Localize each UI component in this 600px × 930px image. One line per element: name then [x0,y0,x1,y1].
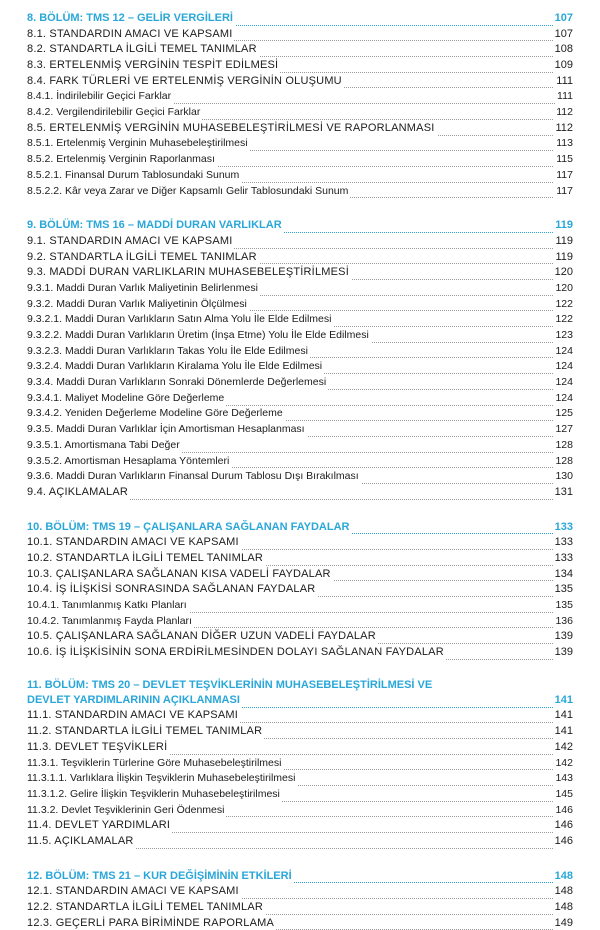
toc-entry[interactable] [27,88,573,104]
toc-entry[interactable] [27,628,573,644]
toc-entry[interactable] [27,566,573,582]
toc-entry[interactable] [27,280,573,296]
toc-entry[interactable] [27,550,573,566]
toc-entry[interactable] [27,327,573,343]
toc-entry-page-number: 125 [555,407,573,420]
toc-entry[interactable] [27,883,573,899]
toc-entry[interactable] [27,581,573,597]
toc-entry-page-number: 107 [554,27,573,40]
toc-entry-title: 8.5. ERTELENMİŞ VERGİNİN MUHASEBELEŞTİRİLMESİ VE RAPORLANMASI [27,121,435,134]
toc-entry-page-number: 145 [555,787,573,800]
toc-entry-page-number: 122 [555,313,573,326]
toc-entry-page-number: 123 [555,329,573,342]
toc-entry-page-number: 124 [555,360,573,373]
toc-entry-page-number: 131 [554,485,573,498]
toc-section [27,519,573,660]
toc-entry-title: 9.3.2.2. Maddi Duran Varlıkların Üretim (İnşa Etme) Yolu İle Elde Edilmesi [27,329,369,342]
toc-entry-page-number: 120 [554,266,573,279]
toc-entry[interactable] [27,915,573,930]
chapter-heading[interactable] [27,519,573,535]
toc-entry-page-number: 143 [555,772,573,785]
toc-entry[interactable] [27,739,573,755]
toc-entry[interactable] [27,374,573,390]
toc-entry-page-number: 111 [557,90,573,103]
toc-entry-page-number: 134 [554,567,573,580]
toc-entry-title: 9.3.2. Maddi Duran Varlık Maliyetinin Ölçülmesi [27,297,247,310]
toc-entry-title: 11.2. STANDARTLA İLGİLİ TEMEL TANIMLAR [27,725,263,738]
toc-entry-page-number: 112 [555,121,573,134]
toc-entry[interactable] [27,167,573,183]
toc-entry-page-number: 141 [554,725,573,738]
toc-entry-title: 9.2. STANDARTLA İLGİLİ TEMEL TANIMLAR [27,250,257,263]
toc-entry[interactable] [27,613,573,629]
toc-entry[interactable] [27,136,573,152]
toc-entry-page-number: 113 [556,137,573,150]
toc-entry-page-number: 133 [554,551,573,564]
toc-entry-title: 9.3.4. Maddi Duran Varlıkların Sonraki Dönemlerde Değerlemesi [27,376,327,389]
toc-entry-title: 12.3. GEÇERLİ PARA BİRİMİNDE RAPORLAMA [27,916,275,929]
toc-entry-page-number: 124 [555,344,573,357]
toc-entry-page-number: 111 [556,74,573,87]
toc-entry-title: 9.3.2.3. Maddi Duran Varlıkların Takas Yolu İle Elde Edilmesi [27,344,308,357]
toc-entry-page-number: 124 [555,376,573,389]
toc-entry[interactable] [27,264,573,280]
toc-entry-title: 8.4. FARK TÜRLERİ VE ERTELENMİŞ VERGİNİN OLUŞUMU [27,74,342,87]
toc-entry[interactable] [27,833,573,849]
toc-entry-title: 10.1. STANDARDIN AMACI VE KAPSAMI [27,536,239,549]
toc-entry-title: 9.1. STANDARDIN AMACI VE KAPSAMI [27,234,233,247]
toc-entry-title: 10.2. STANDARTLA İLGİLİ TEMEL TANIMLAR [27,551,264,564]
toc-entry[interactable] [27,57,573,73]
toc-entry-title: 10.3. ÇALIŞANLARA SAĞLANAN KISA VADELİ FAYDALAR [27,567,331,580]
toc-entry-title: 10.4. İŞ İLİŞKİSİ SONRASINDA SAĞLANAN FAYDALAR [27,583,316,596]
toc-entry-page-number: 115 [556,153,573,166]
toc-entry[interactable] [27,786,573,802]
chapter-heading-page-number: 133 [554,520,573,533]
chapter-heading-page-number: 119 [555,219,573,232]
toc-entry-title: 9.4. AÇIKLAMALAR [27,485,129,498]
toc-entry[interactable] [27,120,573,136]
toc-entry-page-number: 120 [555,281,573,294]
toc-section [27,868,573,930]
toc-entry[interactable] [27,233,573,249]
toc-entry-title: 11.4. DEVLET YARDIMLARI [27,819,171,832]
toc-entry-page-number: 139 [554,630,573,643]
toc-entry-title: 8.3. ERTELENMİŞ VERGİNİN TESPİT EDİLMESİ [27,59,279,72]
toc-entry-title: 9.3.2.4. Maddi Duran Varlıkların Kiralama Yolu İle Elde Edilmesi [27,360,323,373]
toc-entry[interactable] [27,817,573,833]
toc-entry-page-number: 142 [554,740,573,753]
toc-entry-title: 9.3.5. Maddi Duran Varlıklar İçin Amortisman Hesaplanması [27,423,305,436]
toc-entry-page-number: 148 [554,901,573,914]
toc-entry[interactable] [27,183,573,199]
toc-section [27,217,573,499]
toc-entry-page-number: 119 [555,250,573,263]
toc-entry[interactable] [27,406,573,422]
toc-entry-page-number: 130 [555,470,573,483]
toc-entry-page-number: 135 [554,583,573,596]
chapter-heading[interactable] [27,868,573,884]
toc-entry-title: 8.1. STANDARDIN AMACI VE KAPSAMI [27,27,233,40]
toc-entry-title: 9.3.5.2. Amortisman Hesaplama Yöntemleri [27,454,230,467]
toc-entry-title: 11.3.1.1. Varlıklara İlişkin Teşviklerin Muhasebeleştirilmesi [27,772,296,785]
toc-entry-page-number: 139 [554,646,573,659]
toc-entry[interactable] [27,26,573,42]
toc-entry-page-number: 141 [554,709,573,722]
chapter-heading-title: 8. BÖLÜM: TMS 12 – GELİR VERGİLERİ [27,11,233,24]
toc-entry-page-number: 109 [554,59,573,72]
toc-entry[interactable] [27,708,573,724]
toc-entry-title: 11.3. DEVLET TEŞVİKLERİ [27,740,168,753]
toc-entry-title: 11.3.1.2. Gelire İlişkin Teşviklerin Muhasebeleştirilmesi [27,787,280,800]
toc-entry[interactable] [27,802,573,818]
toc-section [27,679,573,849]
toc-entry-title: 8.2. STANDARTLA İLGİLİ TEMEL TANIMLAR [27,43,257,56]
toc-entry-title: 9.3.2.1. Maddi Duran Varlıkların Satın Alma Yolu İle Elde Edilmesi [27,313,332,326]
toc-entry-title: 10.4.2. Tanımlanmış Fayda Planları [27,614,192,627]
toc-entry[interactable] [27,644,573,660]
toc-entry[interactable] [27,296,573,312]
toc-entry-title: 9.3.4.2. Yeniden Değerleme Modeline Göre Değerleme [27,407,283,420]
toc-entry[interactable] [27,73,573,89]
toc-entry-page-number: 117 [556,168,573,181]
chapter-heading-page-number: 141 [554,693,573,706]
toc-entry-page-number: 135 [555,599,573,612]
chapter-heading-title: DEVLET YARDIMLARININ AÇIKLANMASI [27,693,240,706]
toc-entry-title: 10.4.1. Tanımlanmış Katkı Planları [27,599,187,612]
toc-entry-page-number: 117 [556,184,573,197]
toc-entry-title: 8.5.2.2. Kâr veya Zarar ve Diğer Kapsamlı Gelir Tablosundaki Sunum [27,184,349,197]
toc-entry[interactable] [27,484,573,500]
toc-entry-page-number: 128 [555,454,573,467]
toc-entry-page-number: 127 [555,423,573,436]
chapter-heading-title: 12. BÖLÜM: TMS 21 – KUR DEĞİŞİMİNİN ETKİLERİ [27,869,292,882]
toc-entry-title: 9.3.1. Maddi Duran Varlık Maliyetinin Belirlenmesi [27,281,258,294]
toc-entry-title: 11.3.2. Devlet Teşviklerinin Geri Ödenmesi [27,803,225,816]
toc-entry-title: 9.3.4.1. Maliyet Modeline Göre Değerleme [27,391,225,404]
toc-entry[interactable] [27,723,573,739]
toc-entry[interactable] [27,151,573,167]
toc-entry[interactable] [27,468,573,484]
toc-entry-page-number: 122 [555,297,573,310]
chapter-heading-title: 9. BÖLÜM: TMS 16 – MADDİ DURAN VARLIKLAR [27,219,282,232]
chapter-heading-page-number: 107 [554,11,573,24]
toc-entry-title: 11.5. AÇIKLAMALAR [27,834,134,847]
toc-entry[interactable] [27,534,573,550]
toc-entry-page-number: 146 [554,834,573,847]
toc-entry[interactable] [27,421,573,437]
toc-entry[interactable] [27,453,573,469]
toc-entry-page-number: 112 [556,106,573,119]
toc-entry-page-number: 146 [554,819,573,832]
toc-entry-title: 11.3.1. Teşviklerin Türlerine Göre Muhasebeleştirilmesi [27,756,282,769]
toc-entry[interactable] [27,597,573,613]
toc-entry-title: 8.5.2. Ertelenmiş Verginin Raporlanması [27,153,215,166]
toc-entry-title: 10.5. ÇALIŞANLARA SAĞLANAN DİĞER UZUN VADELİ FAYDALAR [27,630,376,643]
chapter-heading-page-number: 148 [554,869,573,882]
toc-entry-page-number: 124 [555,391,573,404]
toc-entry-page-number: 133 [554,536,573,549]
toc-entry[interactable] [27,755,573,771]
toc-entry[interactable] [27,41,573,57]
toc-entry-title: 9.3. MADDİ DURAN VARLIKLARIN MUHASEBELEŞTİRİLMESİ [27,266,349,279]
toc-entry-page-number: 128 [555,438,573,451]
chapter-heading[interactable] [27,217,573,233]
toc-entry-page-number: 149 [554,916,573,929]
toc-entry[interactable] [27,437,573,453]
toc-entry-page-number: 142 [555,756,573,769]
chapter-heading-title: 10. BÖLÜM: TMS 19 – ÇALIŞANLARA SAĞLANAN FAYDALAR [27,520,350,533]
toc-section [27,10,573,198]
chapter-heading[interactable] [27,10,573,26]
toc-entry-page-number: 108 [554,43,573,56]
toc-entry-title: 8.4.2. Vergilendirilebilir Geçici Farklar [27,106,201,119]
chapter-heading-line: 11. BÖLÜM: TMS 20 – DEVLET TEŞVİKLERİNİN MUHASEBELEŞTİRİLMESİ VE [27,678,433,691]
chapter-heading[interactable] [27,692,573,708]
toc-entry-title: 12.2. STANDARTLA İLGİLİ TEMEL TANIMLAR [27,901,264,914]
toc-entry-title: 9.3.5.1. Amortismana Tabi Değer [27,438,180,451]
toc-entry[interactable] [27,390,573,406]
toc-entry[interactable] [27,358,573,374]
toc-entry-page-number: 119 [555,234,573,247]
toc-entry[interactable] [27,770,573,786]
toc-entry-page-number: 136 [555,614,573,627]
toc-entry-title: 12.1. STANDARDIN AMACI VE KAPSAMI [27,885,239,898]
toc-entry-page-number: 146 [555,803,573,816]
toc-entry[interactable] [27,899,573,915]
toc-entry[interactable] [27,249,573,265]
toc-entry-title: 8.5.1. Ertelenmiş Verginin Muhasebeleştirilmesi [27,137,248,150]
toc-entry-title: 9.3.6. Maddi Duran Varlıkların Finansal Durum Tablosu Dışı Bırakılması [27,470,359,483]
toc-entry[interactable] [27,311,573,327]
toc-entry-title: 8.4.1. İndirilebilir Geçici Farklar [27,90,172,103]
toc-entry-page-number: 148 [554,885,573,898]
toc-entry-title: 8.5.2.1. Finansal Durum Tablosundaki Sunum [27,168,240,181]
toc-entry-title: 10.6. İŞ İLİŞKİSİNİN SONA ERDİRİLMESİNDEN DOLAYI SAĞLANAN FAYDALAR [27,646,444,659]
toc-entry[interactable] [27,104,573,120]
toc-entry-title: 11.1. STANDARDIN AMACI VE KAPSAMI [27,709,238,722]
toc-entry[interactable] [27,343,573,359]
